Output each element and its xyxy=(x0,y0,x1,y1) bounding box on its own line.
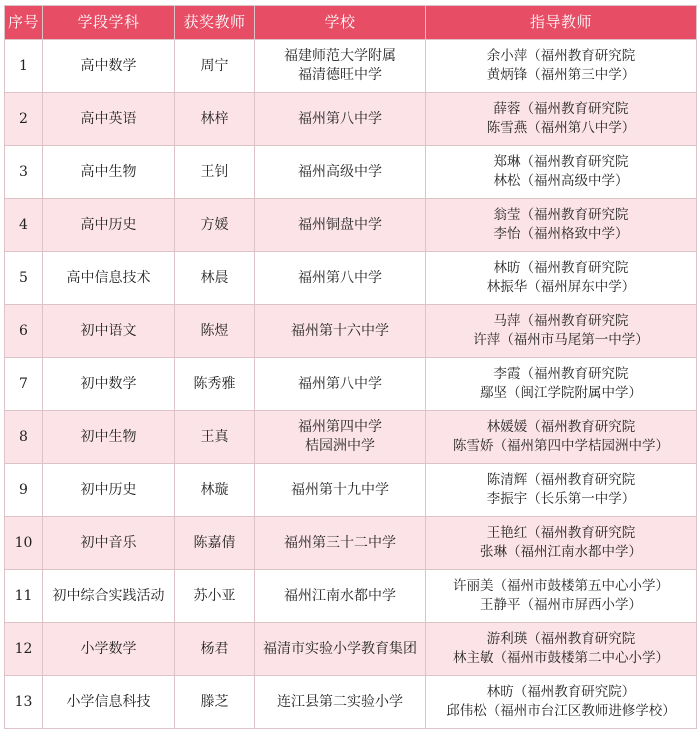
cell-mentors xyxy=(426,676,697,729)
table-row xyxy=(5,570,697,623)
mentor-line: 林媛媛（福州教育研究院 xyxy=(486,419,636,435)
cell-teacher: 林璇 xyxy=(175,464,255,517)
cell-teacher: 王真 xyxy=(175,411,255,464)
cell-mentors xyxy=(426,305,697,358)
cell-index: 7 xyxy=(5,358,43,411)
cell-subject: 初中音乐 xyxy=(43,517,175,570)
cell-school xyxy=(255,411,426,464)
mentor-line: 许丽美（福州市鼓楼第五中心小学） xyxy=(453,578,669,594)
cell-subject: 小学信息科技 xyxy=(43,676,175,729)
school-line: 福清市实验小学教育集团 xyxy=(263,640,417,657)
cell-mentors xyxy=(426,146,697,199)
mentor-line: 翁莹（福州教育研究院 xyxy=(493,207,629,223)
mentor-line: 李霞（福州教育研究院 xyxy=(493,366,629,382)
header-index: 序号 xyxy=(5,6,43,40)
mentor-line: 陈雪娇（福州第四中学桔园洲中学） xyxy=(453,438,669,454)
cell-mentors xyxy=(426,252,697,305)
mentor-line: 陈雪燕（福州第八中学） xyxy=(486,120,636,136)
cell-school xyxy=(255,570,426,623)
cell-subject: 初中综合实践活动 xyxy=(43,570,175,623)
cell-school xyxy=(255,146,426,199)
cell-subject: 初中生物 xyxy=(43,411,175,464)
cell-mentors xyxy=(426,199,697,252)
mentor-line: 张琳（福州江南水都中学） xyxy=(480,544,642,560)
mentor-line: 郑琳（福州教育研究院 xyxy=(493,154,629,170)
cell-teacher: 陈秀雅 xyxy=(175,358,255,411)
mentor-line: 李振宇（长乐第一中学） xyxy=(486,491,636,507)
cell-school xyxy=(255,305,426,358)
school-line: 福建师范大学附属 xyxy=(284,48,396,64)
cell-school xyxy=(255,517,426,570)
mentor-line: 马萍（福州教育研究院 xyxy=(493,313,629,329)
table-row xyxy=(5,40,697,93)
cell-teacher: 苏小亚 xyxy=(175,570,255,623)
mentor-line: 王静平（福州市屏西小学） xyxy=(480,597,642,613)
cell-school xyxy=(255,199,426,252)
mentor-line: 陈清辉（福州教育研究院 xyxy=(486,472,636,488)
cell-teacher: 杨君 xyxy=(175,623,255,676)
cell-mentors xyxy=(426,358,697,411)
cell-teacher: 林梓 xyxy=(175,93,255,146)
mentor-line: 余小萍（福州教育研究院 xyxy=(486,48,636,64)
cell-teacher: 陈煜 xyxy=(175,305,255,358)
cell-school xyxy=(255,623,426,676)
cell-subject: 初中语文 xyxy=(43,305,175,358)
school-line: 福州第十六中学 xyxy=(291,322,389,339)
mentor-line: 林主敏（福州市鼓楼第二中心小学） xyxy=(453,650,669,666)
cell-subject: 小学数学 xyxy=(43,623,175,676)
cell-school xyxy=(255,464,426,517)
table-row xyxy=(5,464,697,517)
table-row xyxy=(5,358,697,411)
cell-school xyxy=(255,93,426,146)
cell-index: 4 xyxy=(5,199,43,252)
mentor-line: 林松（福州高级中学） xyxy=(493,173,629,189)
cell-school xyxy=(255,40,426,93)
header-teacher: 获奖教师 xyxy=(175,6,255,40)
mentor-line: 鄢坚（闽江学院附属中学） xyxy=(480,385,642,401)
mentor-line: 李怡（福州格致中学） xyxy=(493,226,629,242)
cell-teacher: 方媛 xyxy=(175,199,255,252)
cell-mentors xyxy=(426,93,697,146)
cell-subject: 高中数学 xyxy=(43,40,175,93)
cell-subject: 初中数学 xyxy=(43,358,175,411)
cell-mentors xyxy=(426,623,697,676)
table-row xyxy=(5,676,697,729)
table-row xyxy=(5,199,697,252)
mentor-line: 林昉（福州教育研究院 xyxy=(493,260,629,276)
school-line: 福州第八中学 xyxy=(298,269,382,286)
table-body xyxy=(5,40,697,729)
table-row xyxy=(5,517,697,570)
cell-index: 8 xyxy=(5,411,43,464)
cell-index: 10 xyxy=(5,517,43,570)
cell-subject: 高中信息技术 xyxy=(43,252,175,305)
school-line: 桔园洲中学 xyxy=(305,438,375,454)
table-row xyxy=(5,411,697,464)
cell-school xyxy=(255,252,426,305)
table-row xyxy=(5,623,697,676)
cell-teacher: 林晨 xyxy=(175,252,255,305)
cell-index: 12 xyxy=(5,623,43,676)
school-line: 福清德旺中学 xyxy=(298,67,382,83)
cell-subject: 高中生物 xyxy=(43,146,175,199)
school-line: 福州江南水都中学 xyxy=(284,587,396,604)
mentor-line: 许萍（福州市马尾第一中学） xyxy=(473,332,649,348)
cell-mentors xyxy=(426,517,697,570)
mentor-line: 薛蓉（福州教育研究院 xyxy=(493,101,629,117)
cell-index: 3 xyxy=(5,146,43,199)
cell-index: 6 xyxy=(5,305,43,358)
school-line: 福州第八中学 xyxy=(298,110,382,127)
school-line: 连江县第二实验小学 xyxy=(277,693,403,710)
school-line: 福州第八中学 xyxy=(298,375,382,392)
mentor-line: 王艳红（福州教育研究院 xyxy=(486,525,636,541)
school-line: 福州第四中学 xyxy=(298,419,382,435)
header-subject: 学段学科 xyxy=(43,6,175,40)
school-line: 福州第十九中学 xyxy=(291,481,389,498)
award-table xyxy=(4,5,697,729)
cell-mentors xyxy=(426,40,697,93)
cell-index: 9 xyxy=(5,464,43,517)
cell-mentors xyxy=(426,411,697,464)
cell-subject: 初中历史 xyxy=(43,464,175,517)
header-mentors: 指导教师 xyxy=(426,6,697,40)
school-line: 福州铜盘中学 xyxy=(298,216,382,233)
cell-index: 5 xyxy=(5,252,43,305)
school-line: 福州高级中学 xyxy=(298,163,382,180)
mentor-line: 游利瑛（福州教育研究院 xyxy=(486,631,636,647)
cell-teacher: 滕芝 xyxy=(175,676,255,729)
table-row xyxy=(5,93,697,146)
cell-mentors xyxy=(426,464,697,517)
cell-teacher: 陈嘉倩 xyxy=(175,517,255,570)
school-line: 福州第三十二中学 xyxy=(284,534,396,551)
table-row xyxy=(5,146,697,199)
cell-index: 1 xyxy=(5,40,43,93)
cell-subject: 高中历史 xyxy=(43,199,175,252)
cell-teacher: 王钊 xyxy=(175,146,255,199)
mentor-line: 黄炳锋（福州第三中学） xyxy=(486,67,636,83)
mentor-line: 林昉（福州教育研究院） xyxy=(486,684,636,700)
header-row xyxy=(5,6,697,40)
cell-subject: 高中英语 xyxy=(43,93,175,146)
table-header xyxy=(5,6,697,40)
table-row xyxy=(5,252,697,305)
cell-index: 13 xyxy=(5,676,43,729)
cell-school xyxy=(255,676,426,729)
cell-index: 11 xyxy=(5,570,43,623)
cell-school xyxy=(255,358,426,411)
mentor-line: 林振华（福州屏东中学） xyxy=(486,279,636,295)
cell-teacher: 周宁 xyxy=(175,40,255,93)
cell-index: 2 xyxy=(5,93,43,146)
mentor-line: 邱伟松（福州市台江区教师进修学校） xyxy=(446,703,676,719)
cell-mentors xyxy=(426,570,697,623)
header-school: 学校 xyxy=(255,6,426,40)
table-row xyxy=(5,305,697,358)
